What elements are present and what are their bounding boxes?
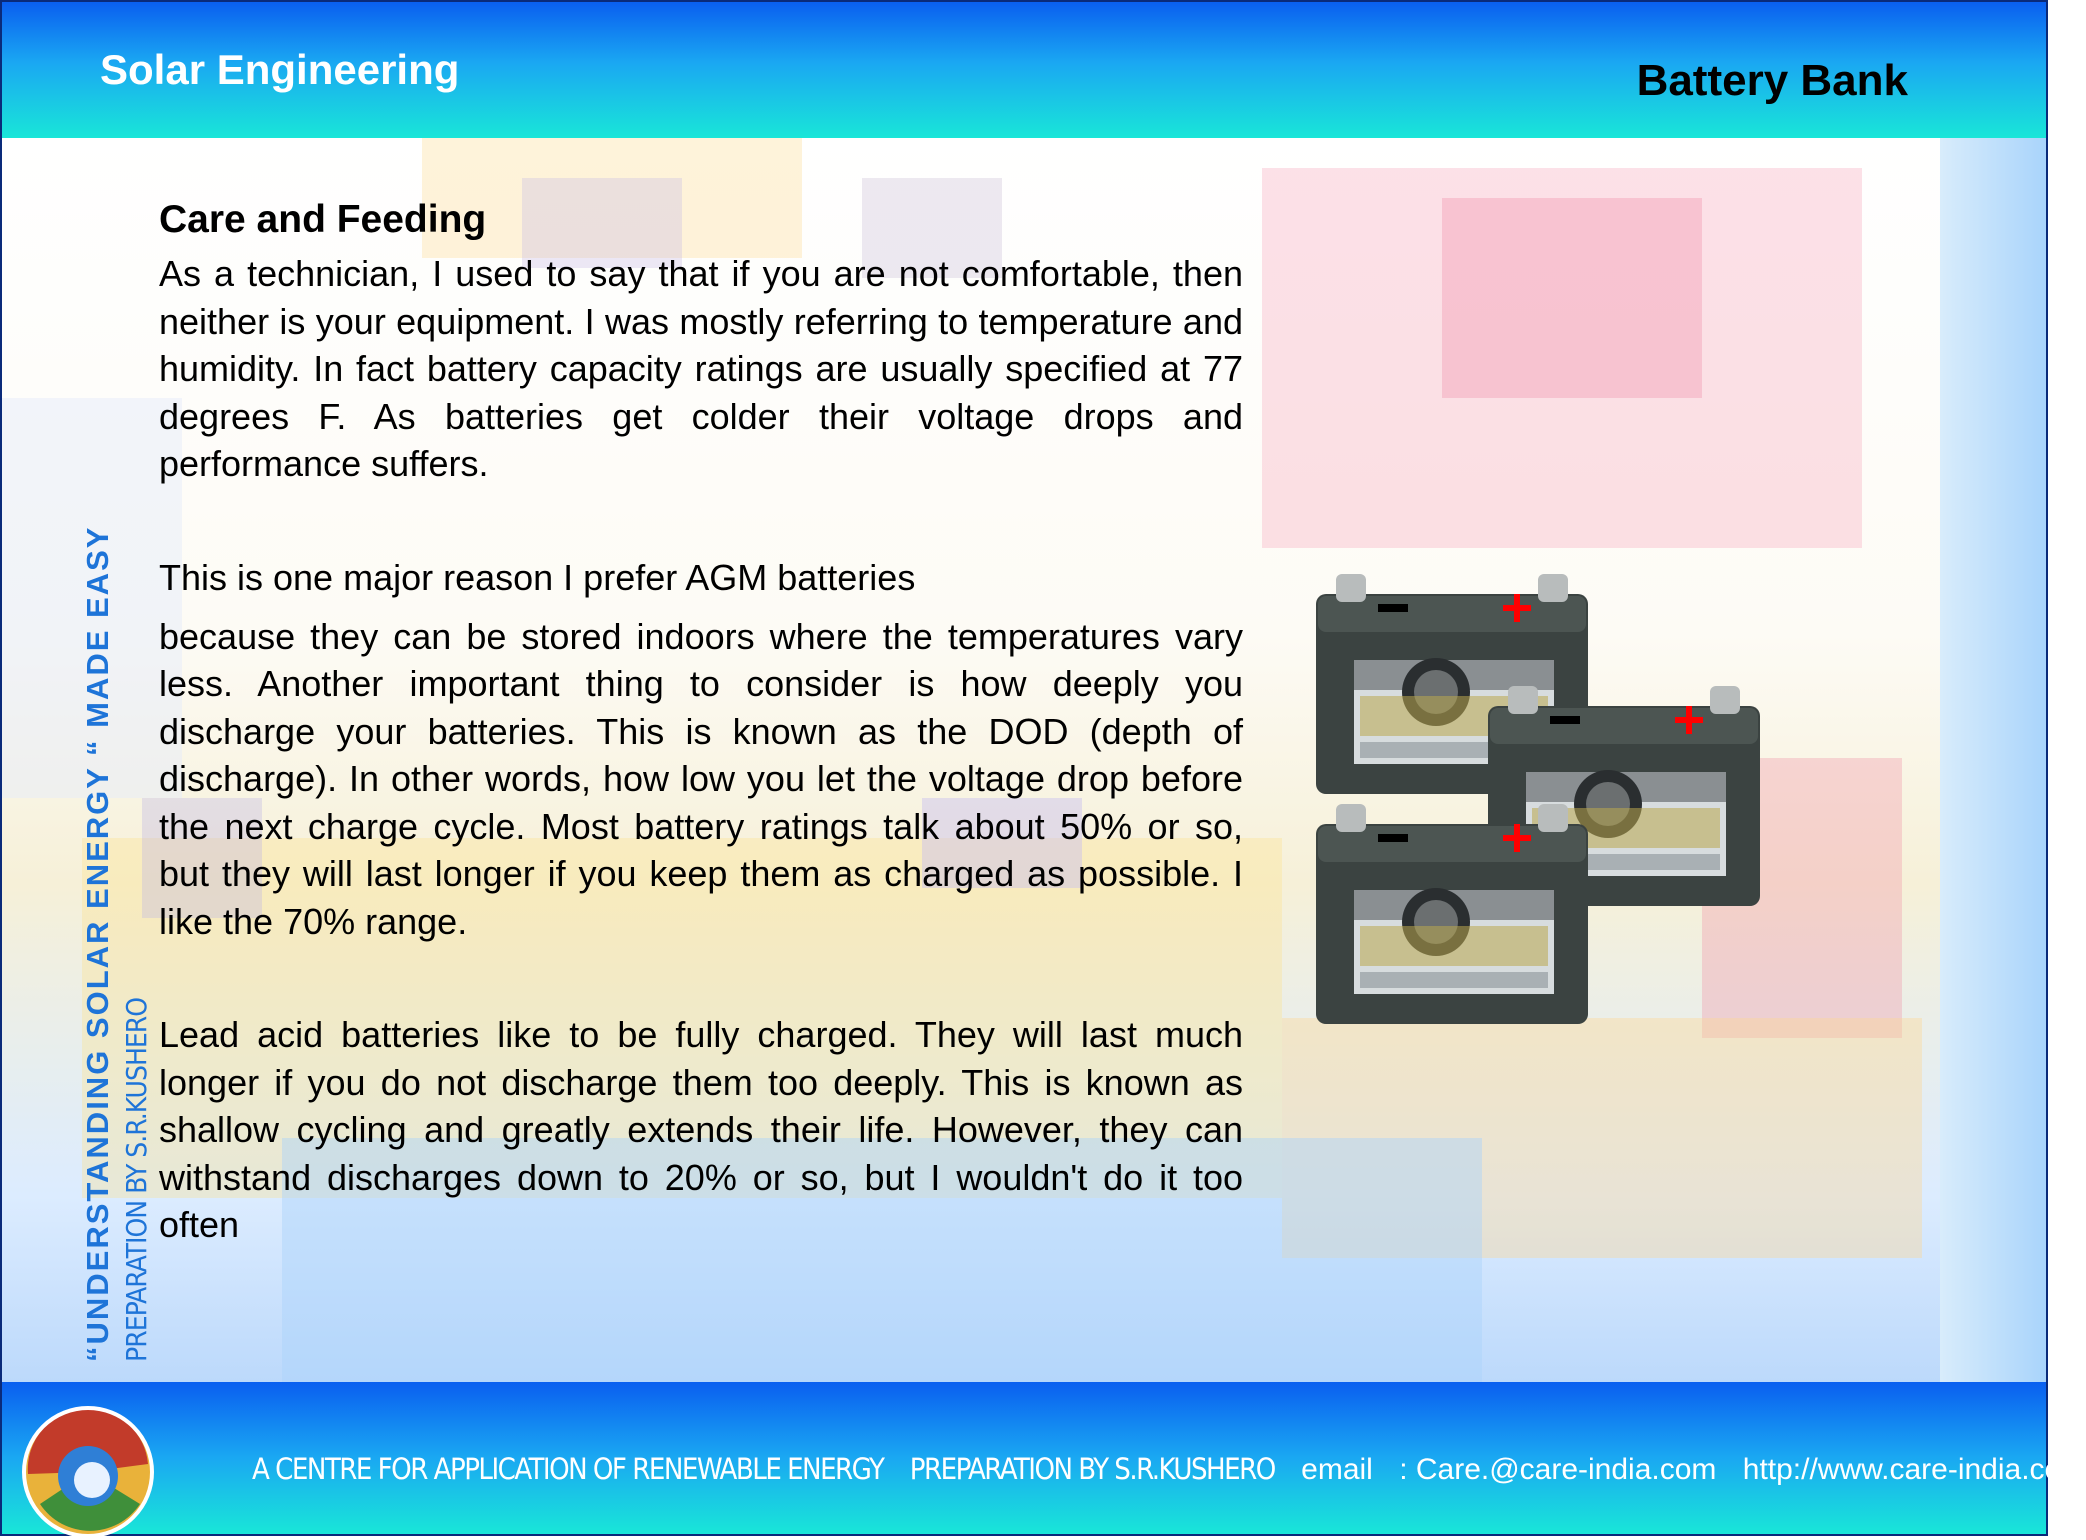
paragraph-comfort: As a technician, I used to say that if you are not comfortable, then neither is your equipment. I was mostly referring to temperature and humidity. In fact battery capacity ratings are usually specified at 77 degrees F. As batteries get colder their voltage drops and performance suffers. bbox=[159, 253, 1243, 484]
footer-prepared: PREPARATION BY S.R.KUSHERO bbox=[909, 1452, 1275, 1486]
main-content bbox=[159, 198, 1243, 1249]
section-heading: Care and Feeding bbox=[159, 198, 487, 241]
footer-url-link[interactable]: http://www.care-india.com bbox=[1742, 1453, 2086, 1486]
footer-org: A CENTRE FOR APPLICATION OF RENEWABLE ENERGY bbox=[252, 1452, 884, 1486]
header-bar bbox=[2, 2, 2046, 138]
side-caption-tagline: “UNDERSTANDING SOLAR ENERGY “ MADE EASY bbox=[80, 525, 115, 1362]
paragraph-lead-acid: Lead acid batteries like to be fully charged. They will last much longer if you do not discharge them too deeply. This is known as shallow cycling and greatly extends their life. However, they can withstand discharges down to 20% or so, but I wouldn't do it too often bbox=[159, 1014, 1243, 1245]
footer-email-label: email bbox=[1301, 1453, 1373, 1486]
paragraph-agm-lead: This is one major reason I prefer AGM batteries bbox=[159, 556, 916, 598]
slide-title: Battery Bank bbox=[1636, 56, 1908, 105]
paragraph-dod: because they can be stored indoors where the temperatures vary less. Another important thing to consider is how deeply you discharge your batteries. This is known as the DOD (depth of discharge). In other words, how low you let the voltage drop before the next charge cycle. Most battery ratings talk about 50% or so, but they will last longer if you keep them as charged as possible. I like the 70% range. bbox=[159, 615, 1243, 942]
side-caption bbox=[80, 526, 153, 1362]
course-title: Solar Engineering bbox=[100, 46, 460, 93]
battery-bank-image bbox=[1316, 564, 1776, 1024]
right-decor-strip bbox=[1940, 138, 2046, 1382]
footer-email[interactable]: : Care.@care-india.com bbox=[1399, 1453, 1717, 1486]
care-logo-icon bbox=[20, 1404, 156, 1540]
footer-info bbox=[252, 1452, 2086, 1487]
footer-bar bbox=[2, 1382, 2086, 1534]
side-caption-author: PREPARATION BY S.R.KUSHERO bbox=[120, 997, 153, 1362]
